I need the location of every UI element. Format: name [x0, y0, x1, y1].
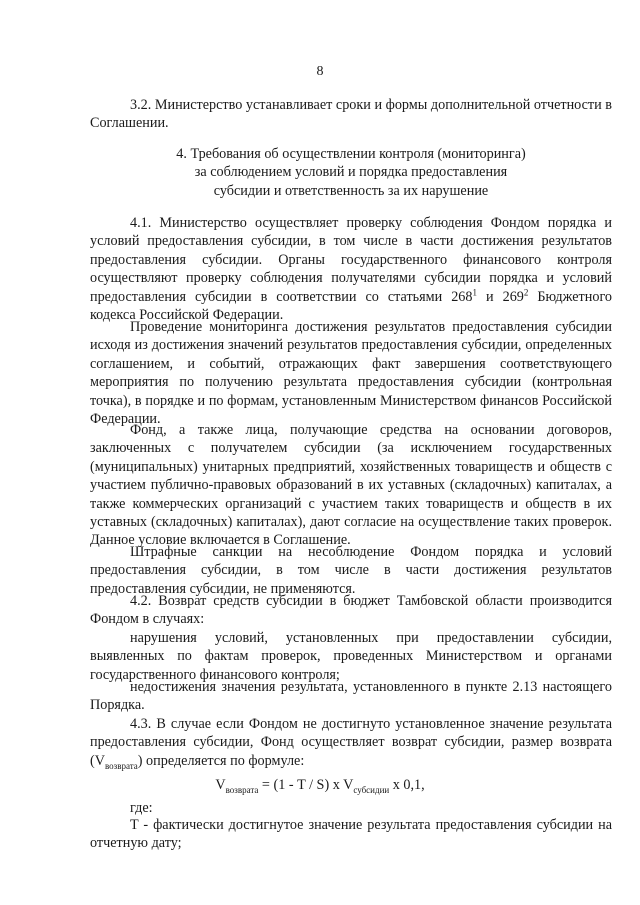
paragraph-4-3: [90, 715, 612, 770]
formula-sub-2: субсидии: [353, 784, 390, 795]
heading-line-3: субсидии и ответственность за их нарушение: [213, 182, 489, 199]
paragraph-fund-consent: Фонд, а также лица, получающие средства на основании договоров, заключенных с получателем субсидии (за исключением государственных (муниципальных) унитарных предприятий, хозяйственных товариществ и обществ с участием публично-правовых образований в их уставных (складочных) капиталах, а также коммерческих организаций с участием таких товариществ и обществ в их уставных (складочных) капиталах), дают согласие на осуществление таких проверок. Данное условие включается в Соглашение.: [90, 422, 612, 549]
paragraph-monitoring: Проведение мониторинга достижения результатов предоставления субсидии исходя из достижения значений результатов предоставления субсидии, определенных соглашением, и событий, отражающих факт завершения соответствующего мероприятия по получению результата предоставления субсидии (контрольная точка), в порядке и по формам, установленным Министерством финансов Российской Федерации.: [90, 319, 612, 428]
p41-end: Бюджетного кодекса Российской Федерации.: [90, 288, 612, 324]
page-number: 8: [316, 64, 324, 79]
paragraph-penalty: Штрафные санкции на несоблюдение Фондом порядка и условий предоставления субсидии, в том числе в части достижения результатов предоставления субсидии, не применяются.: [90, 544, 612, 597]
formula-end: x 0,1,: [389, 777, 425, 793]
p43-end: ) определяется по формуле:: [137, 752, 305, 769]
paragraph-4-2-b: недостижения значения результата, установленного в пункте 2.13 настоящего Порядка.: [90, 679, 612, 714]
formula: [0, 777, 640, 794]
paragraph-t-definition: T - фактически достигнутое значение результата предоставления субсидии на отчетную дату;: [90, 817, 612, 852]
formula-v: V: [215, 777, 226, 793]
paragraph-4-2: 4.2. Возврат средств субсидии в бюджет Тамбовской области производится Фондом в случаях:: [90, 593, 612, 628]
where-label: где:: [130, 800, 153, 816]
p41-text: 4.1. Министерство осуществляет проверку соблюдения Фондом порядка и условий предоставления субсидии, в том числе в части достижения результатов предоставления субсидии. Органы государственного финансового контроля осуществляют проверку соблюдения получателями субсидии порядка и условий предоставления субсидии в соответствии со статьями 268: [90, 215, 612, 305]
p41-mid: и 269: [477, 288, 524, 305]
formula-sub-1: возврата: [225, 784, 259, 795]
p41-sup-2: 2: [523, 286, 529, 297]
formula-mid: = (1 - T / S) x V: [258, 777, 354, 793]
heading-line-2: за соблюдением условий и порядка предоставления: [194, 164, 508, 181]
paragraph-4-2-a: нарушения условий, установленных при предоставлении субсидии, выявленных по фактам проверок, проведенных Министерством и органами государственного финансового контроля;: [90, 630, 612, 683]
p41-sup-1: 1: [472, 286, 477, 297]
paragraph-4-1: [90, 214, 612, 324]
paragraph-3-2: 3.2. Министерство устанавливает сроки и формы дополнительной отчетности в Соглашении.: [90, 97, 612, 132]
heading-line-1: 4. Требования об осуществлении контроля (мониторинга): [176, 146, 526, 162]
section-heading: [90, 145, 612, 200]
p43-sub: возврата: [104, 760, 138, 771]
p43-text: 4.3. В случае если Фондом не достигнуто установленное значение результата предоставления субсидии, Фонд осуществляет возврат субсидии, размер возврата (V: [90, 716, 612, 769]
